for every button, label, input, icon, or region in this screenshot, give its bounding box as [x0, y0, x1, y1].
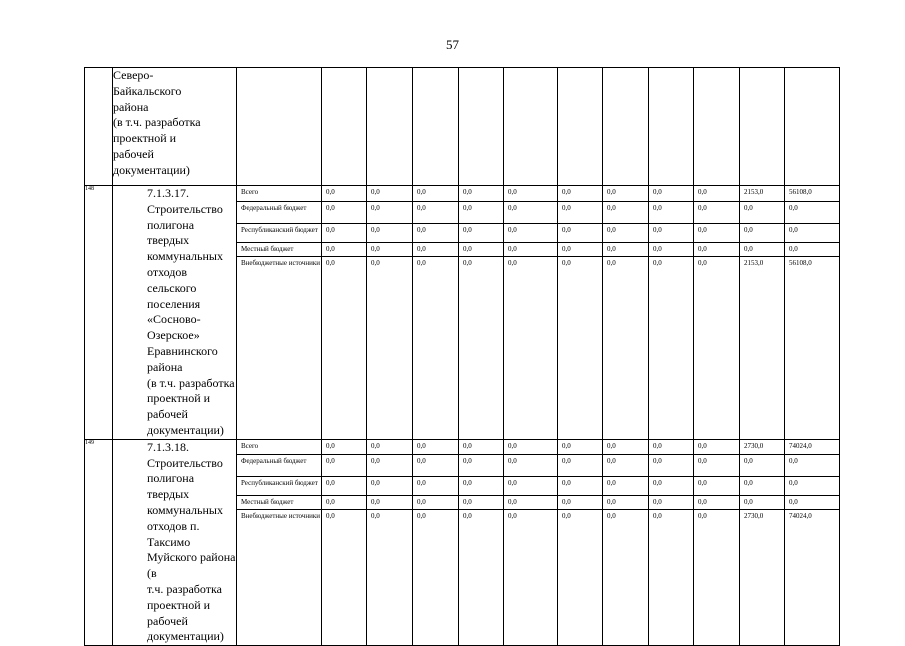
value-cell: 0,0: [649, 186, 693, 201]
value-cell: 0,0: [504, 440, 557, 455]
value-cell: 56108,0: [789, 258, 812, 267]
value-cell: 0,0: [463, 512, 472, 521]
value-cell: 0,0: [504, 223, 557, 242]
value-cell: 0,0: [653, 512, 662, 521]
row-title: 7.1.3.17. Строительство полигона твердых коммунальных отходов сельского поселения «Сосново- Озерское» Еравнинского района (в т.ч. разработка проектной и рабочей документации): [113, 186, 237, 440]
value-cell: 0,0: [504, 455, 557, 477]
value-cell: 0,0: [649, 242, 693, 256]
funding-source-label: Внебюджетные источники: [241, 258, 321, 267]
value-cell: 0,0: [649, 477, 693, 496]
value-cell: 0,0: [740, 477, 784, 496]
funding-source-label: Федеральный бюджет: [237, 455, 321, 477]
program-table: [84, 67, 840, 646]
value-cell: 0,0: [649, 201, 693, 223]
row-number: 148: [85, 186, 113, 440]
value-cell: 0,0: [603, 440, 648, 455]
value-cell: 0,0: [322, 242, 366, 256]
value-cell: 0,0: [322, 496, 366, 510]
row-number-cell: [85, 68, 113, 186]
value-cell: 0,0: [459, 440, 503, 455]
funding-source-label: Всего: [237, 440, 321, 455]
measure-row: [85, 439, 840, 645]
value-cell: 0,0: [367, 496, 412, 510]
value-cell: 0,0: [785, 496, 839, 510]
funding-source-label: Федеральный бюджет: [237, 201, 321, 223]
value-cell: 0,0: [649, 223, 693, 242]
value-cell: 56108,0: [785, 186, 839, 201]
value-cell: 0,0: [740, 242, 784, 256]
value-cell: 0,0: [694, 477, 739, 496]
row-number: 149: [85, 439, 113, 645]
value-cell: 0,0: [413, 223, 458, 242]
funding-source-label: Республиканский бюджет: [237, 477, 321, 496]
value-cell: 0,0: [607, 512, 616, 521]
value-cell: 0,0: [740, 201, 784, 223]
value-cell: 0,0: [653, 258, 662, 267]
value-cell: 0,0: [504, 496, 557, 510]
value-cell: 0,0: [785, 242, 839, 256]
value-cell: 0,0: [785, 201, 839, 223]
value-cell: 0,0: [459, 477, 503, 496]
value-cell: 0,0: [740, 496, 784, 510]
value-cell: 0,0: [558, 496, 602, 510]
value-cell: 0,0: [413, 496, 458, 510]
value-cell: 0,0: [698, 258, 707, 267]
value-cell: 0,0: [603, 186, 648, 201]
value-cell: 0,0: [558, 477, 602, 496]
value-cell: 0,0: [459, 186, 503, 201]
continued-row: [85, 68, 840, 186]
value-cell: 0,0: [367, 186, 412, 201]
value-cell: 0,0: [694, 242, 739, 256]
value-cell: 0,0: [371, 258, 380, 267]
value-cell: 2153,0: [744, 258, 764, 267]
value-cell: 0,0: [504, 477, 557, 496]
value-cell: 0,0: [413, 440, 458, 455]
value-cell: 0,0: [694, 201, 739, 223]
value-cell: 0,0: [649, 455, 693, 477]
value-cell: 0,0: [459, 242, 503, 256]
value-cell: 2730,0: [740, 440, 784, 455]
value-cell: 0,0: [562, 512, 571, 521]
funding-source-label: Местный бюджет: [237, 242, 321, 256]
value-cell: 0,0: [508, 512, 517, 521]
value-cell: 0,0: [417, 258, 426, 267]
value-cell: 0,0: [562, 258, 571, 267]
value-cell: 0,0: [785, 455, 839, 477]
value-cell: 0,0: [322, 477, 366, 496]
value-cell: 0,0: [322, 455, 366, 477]
value-cell: 2730,0: [744, 512, 764, 521]
value-cell: 0,0: [603, 455, 648, 477]
value-cell: 0,0: [649, 440, 693, 455]
value-cell: 0,0: [558, 223, 602, 242]
value-cell: 2153,0: [740, 186, 784, 201]
funding-source-label: Внебюджетные источники: [241, 512, 321, 521]
value-cell: 0,0: [459, 455, 503, 477]
value-cell: 0,0: [603, 477, 648, 496]
value-cell: 0,0: [367, 242, 412, 256]
value-cell: 0,0: [694, 496, 739, 510]
row-title: 7.1.3.18. Строительство полигона твердых коммунальных отходов п. Таксимо Муйского района (в т.ч. разработка проектной и рабочей документации): [113, 439, 237, 645]
value-cell: 0,0: [326, 258, 335, 267]
value-cell: 0,0: [371, 512, 380, 521]
value-cell: 0,0: [504, 186, 557, 201]
value-cell: 0,0: [785, 223, 839, 242]
value-cell: 0,0: [698, 512, 707, 521]
value-cell: 0,0: [558, 440, 602, 455]
value-cell: 0,0: [694, 186, 739, 201]
value-cell: 0,0: [603, 201, 648, 223]
value-cell: 0,0: [558, 242, 602, 256]
value-cell: 0,0: [367, 201, 412, 223]
value-cell: 0,0: [740, 223, 784, 242]
value-cell: 0,0: [413, 242, 458, 256]
value-cell: 0,0: [694, 440, 739, 455]
row-title: Северо- Байкальского района (в т.ч. разработка проектной и рабочей документации): [113, 68, 237, 186]
value-cell: 0,0: [322, 186, 366, 201]
value-cell: 74024,0: [789, 512, 812, 521]
value-cell: 0,0: [603, 242, 648, 256]
value-cell: 0,0: [367, 455, 412, 477]
value-cell: 0,0: [508, 258, 517, 267]
value-cell: 74024,0: [785, 440, 839, 455]
value-cell: 0,0: [413, 186, 458, 201]
value-cell: 0,0: [413, 201, 458, 223]
value-cell: 0,0: [649, 496, 693, 510]
value-cell: 0,0: [367, 440, 412, 455]
value-cell: 0,0: [740, 455, 784, 477]
value-cell: 0,0: [603, 223, 648, 242]
value-cell: 0,0: [504, 201, 557, 223]
page-number: 57: [446, 37, 459, 52]
value-cell: 0,0: [322, 201, 366, 223]
value-cell: 0,0: [558, 455, 602, 477]
value-cell: 0,0: [322, 440, 366, 455]
value-cell: 0,0: [459, 496, 503, 510]
value-cell: 0,0: [326, 512, 335, 521]
value-cell: 0,0: [785, 477, 839, 496]
value-cell: 0,0: [459, 223, 503, 242]
value-cell: 0,0: [417, 512, 426, 521]
value-cell: 0,0: [558, 201, 602, 223]
measure-row: [85, 186, 840, 440]
funding-source-label: Местный бюджет: [237, 496, 321, 510]
value-cell: 0,0: [367, 477, 412, 496]
value-cell: 0,0: [413, 455, 458, 477]
value-cell: 0,0: [459, 201, 503, 223]
value-cell: 0,0: [463, 258, 472, 267]
value-cell: 0,0: [607, 258, 616, 267]
funding-source-label: Республиканский бюджет: [237, 223, 321, 242]
value-cell: 0,0: [558, 186, 602, 201]
value-cell: 0,0: [367, 223, 412, 242]
value-cell: 0,0: [504, 242, 557, 256]
value-cell: 0,0: [694, 455, 739, 477]
funding-source-label: Всего: [237, 186, 321, 201]
value-cell: 0,0: [413, 477, 458, 496]
value-cell: 0,0: [603, 496, 648, 510]
value-cell: 0,0: [694, 223, 739, 242]
value-cell: 0,0: [322, 223, 366, 242]
